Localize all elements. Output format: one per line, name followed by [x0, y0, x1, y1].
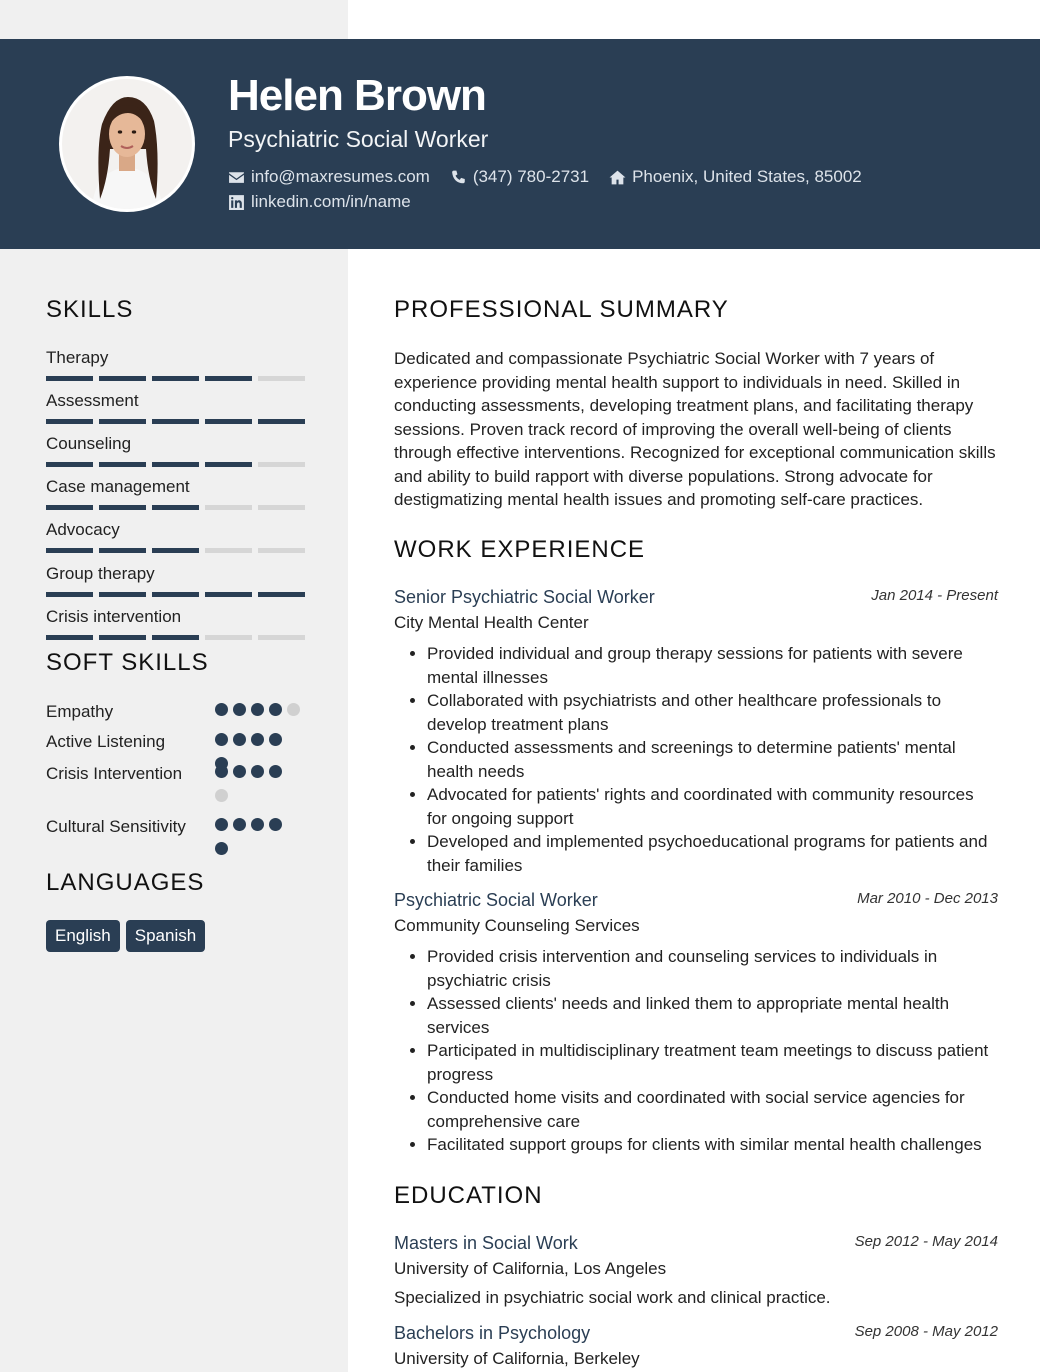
skill-bar-segment: [258, 548, 305, 553]
job-dates: Mar 2010 - Dec 2013: [857, 890, 998, 907]
resume-header: [0, 39, 1040, 249]
soft-skill-label: Crisis Intervention: [46, 764, 183, 783]
skill-item: [46, 391, 306, 424]
skill-bar-segment: [258, 505, 305, 510]
skill-bar-segment: [46, 635, 93, 640]
list-item: • Participated in multidisciplinary treatment team meetings to discuss patient progress: [427, 1039, 998, 1086]
skill-dot: [269, 818, 282, 831]
contact-row-2: [228, 192, 411, 212]
skill-level-bar: [46, 376, 306, 381]
language-badge: Spanish: [126, 920, 205, 952]
skill-dot: [233, 733, 246, 746]
job-bullets: [394, 642, 998, 877]
soft-skill-item: [46, 815, 306, 838]
skill-dot: [269, 765, 282, 778]
profile-photo: [59, 76, 195, 212]
skill-bar-segment: [258, 376, 305, 381]
soft-skill-label: Empathy: [46, 702, 114, 721]
list-item: • Conducted home visits and coordinated with social service agencies for comprehensive care: [427, 1086, 998, 1133]
skill-bar-segment: [152, 419, 199, 424]
skill-bar-segment: [46, 548, 93, 553]
languages-list: [46, 920, 205, 952]
skill-label: Counseling: [46, 434, 132, 453]
skill-bar-segment: [152, 376, 199, 381]
skill-dot: [269, 733, 282, 746]
job-organization: City Mental Health Center: [394, 613, 589, 632]
skill-label: Group therapy: [46, 564, 155, 583]
skill-bar-segment: [205, 635, 252, 640]
skill-bar-segment: [46, 376, 93, 381]
skill-dot: [215, 733, 228, 746]
skill-dot: [215, 765, 228, 778]
skill-dot: [287, 703, 300, 716]
skill-item: [46, 477, 306, 510]
skill-bar-segment: [205, 419, 252, 424]
location-text: Phoenix, United States, 85002: [632, 167, 862, 186]
email-contact[interactable]: [228, 167, 430, 187]
skill-bar-segment: [205, 376, 252, 381]
list-item: • Facilitated support groups for clients with similar mental health challenges: [427, 1133, 998, 1157]
skill-dot: [233, 703, 246, 716]
skill-level-bar: [46, 592, 306, 597]
phone-text: (347) 780-2731: [472, 167, 590, 186]
soft-skill-item: [46, 730, 306, 753]
skill-label: Therapy: [46, 348, 109, 367]
list-item: • Provided crisis intervention and counseling services to individuals in psychiatric crisis: [427, 945, 998, 992]
skill-level-bar: [46, 419, 306, 424]
skill-bar-segment: [99, 462, 146, 467]
skill-dot: [233, 765, 246, 778]
skill-dot: [215, 703, 228, 716]
skill-bar-segment: [258, 419, 305, 424]
skill-bar-segment: [99, 592, 146, 597]
skill-item: [46, 520, 306, 553]
soft-skill-item: [46, 700, 306, 723]
skill-dot: [215, 789, 228, 802]
skill-bar-segment: [152, 462, 199, 467]
soft-skills-heading: SOFT SKILLS: [46, 649, 209, 676]
envelope-icon: [228, 169, 245, 186]
education-entry: [394, 1233, 998, 1308]
list-item: • Developed and implemented psychoeducational programs for patients and their families: [427, 830, 998, 877]
skill-bar-segment: [205, 462, 252, 467]
job-entry: [394, 890, 998, 1157]
job-organization: Community Counseling Services: [394, 916, 640, 935]
school-name: University of California, Los Angeles: [394, 1259, 667, 1278]
list-item: • Advocated for patients' rights and coordinated with community resources for ongoing support: [427, 783, 998, 830]
skill-dot: [215, 842, 228, 855]
skill-bar-segment: [258, 592, 305, 597]
list-item: • Conducted assessments and screenings to determine patients' mental health needs: [427, 736, 998, 783]
skill-bar-segment: [99, 635, 146, 640]
soft-skill-label: Cultural Sensitivity: [46, 817, 186, 836]
skills-heading: SKILLS: [46, 296, 134, 323]
skill-label: Crisis intervention: [46, 607, 182, 626]
skill-level-bar: [46, 548, 306, 553]
language-badge: English: [46, 920, 120, 952]
skill-level-bar: [46, 505, 306, 510]
summary-text: Dedicated and compassionate Psychiatric Social Worker with 7 years of experience providing mental health support to individuals in need. Skilled in conducting assessments, developing treatment plans, and facilitating therapy sessions. Proven track record of improving the overall well-being of clients through effective interventions. Recognized for exceptional communication skills and ability to build rapport with diverse populations. Strong advocate for destigmatizing mental health issues and promoting self-care practices.: [394, 349, 996, 509]
skill-bar-segment: [258, 635, 305, 640]
list-item: • Provided individual and group therapy sessions for patients with severe mental illnesses: [427, 642, 998, 689]
home-icon: [609, 169, 626, 186]
candidate-role: Psychiatric Social Worker: [228, 126, 489, 152]
skill-dot: [269, 703, 282, 716]
linkedin-contact[interactable]: [228, 192, 411, 212]
soft-skill-item: [46, 762, 306, 785]
school-name: University of California, Berkeley: [394, 1349, 640, 1368]
languages-heading: LANGUAGES: [46, 869, 205, 896]
skill-bar-segment: [99, 376, 146, 381]
skill-bar-segment: [46, 592, 93, 597]
education-entry: [394, 1323, 998, 1369]
degree-title: Bachelors in Psychology: [394, 1323, 591, 1343]
skill-dot: [215, 818, 228, 831]
job-entry: [394, 587, 998, 877]
skill-bar-segment: [152, 592, 199, 597]
skill-bar-segment: [152, 505, 199, 510]
contact-row: [228, 167, 862, 187]
education-dates: Sep 2008 - May 2012: [854, 1323, 998, 1340]
skill-bar-segment: [205, 548, 252, 553]
linkedin-icon: [228, 194, 245, 211]
skill-dot: [233, 818, 246, 831]
soft-skill-label: Active Listening: [46, 732, 166, 751]
skill-level-bar: [46, 462, 306, 467]
job-dates: Jan 2014 - Present: [871, 587, 998, 604]
skill-item: [46, 434, 306, 467]
education-description: Specialized in psychiatric social work and clinical practice.: [394, 1288, 831, 1307]
skill-bar-segment: [205, 592, 252, 597]
skill-bar-segment: [99, 505, 146, 510]
phone-icon: [450, 169, 467, 186]
skill-item: [46, 564, 306, 597]
skill-dot: [251, 733, 264, 746]
skill-bar-segment: [152, 635, 199, 640]
skill-bar-segment: [99, 548, 146, 553]
education-dates: Sep 2012 - May 2014: [854, 1233, 998, 1250]
summary-heading: PROFESSIONAL SUMMARY: [394, 296, 729, 323]
job-title: Psychiatric Social Worker: [394, 890, 598, 910]
email-text: info@maxresumes.com: [251, 167, 430, 186]
skill-level-bar: [46, 635, 306, 640]
degree-title: Masters in Social Work: [394, 1233, 578, 1253]
skill-label: Case management: [46, 477, 190, 496]
skill-bar-segment: [99, 419, 146, 424]
work-experience-heading: WORK EXPERIENCE: [394, 536, 646, 563]
linkedin-text: linkedin.com/in/name: [251, 192, 411, 211]
phone-contact[interactable]: [450, 167, 589, 187]
skill-dot: [251, 818, 264, 831]
skill-dot: [251, 765, 264, 778]
education-heading: EDUCATION: [394, 1182, 543, 1209]
skill-bar-segment: [152, 548, 199, 553]
job-bullets: [394, 945, 998, 1157]
skill-bar-segment: [205, 505, 252, 510]
skill-label: Assessment: [46, 391, 139, 410]
skill-bar-segment: [258, 462, 305, 467]
list-item: • Assessed clients' needs and linked them to appropriate mental health services: [427, 992, 998, 1039]
skill-bar-segment: [46, 419, 93, 424]
skill-bar-segment: [46, 462, 93, 467]
candidate-name: Helen Brown: [228, 71, 486, 120]
skill-bar-segment: [46, 505, 93, 510]
list-item: • Collaborated with psychiatrists and other healthcare professionals to develop treatment plans: [427, 689, 998, 736]
location-contact: [609, 167, 862, 187]
skill-item: [46, 348, 306, 381]
skill-label: Advocacy: [46, 520, 120, 539]
skill-dot: [251, 703, 264, 716]
job-title: Senior Psychiatric Social Worker: [394, 587, 655, 607]
skill-item: [46, 607, 306, 640]
